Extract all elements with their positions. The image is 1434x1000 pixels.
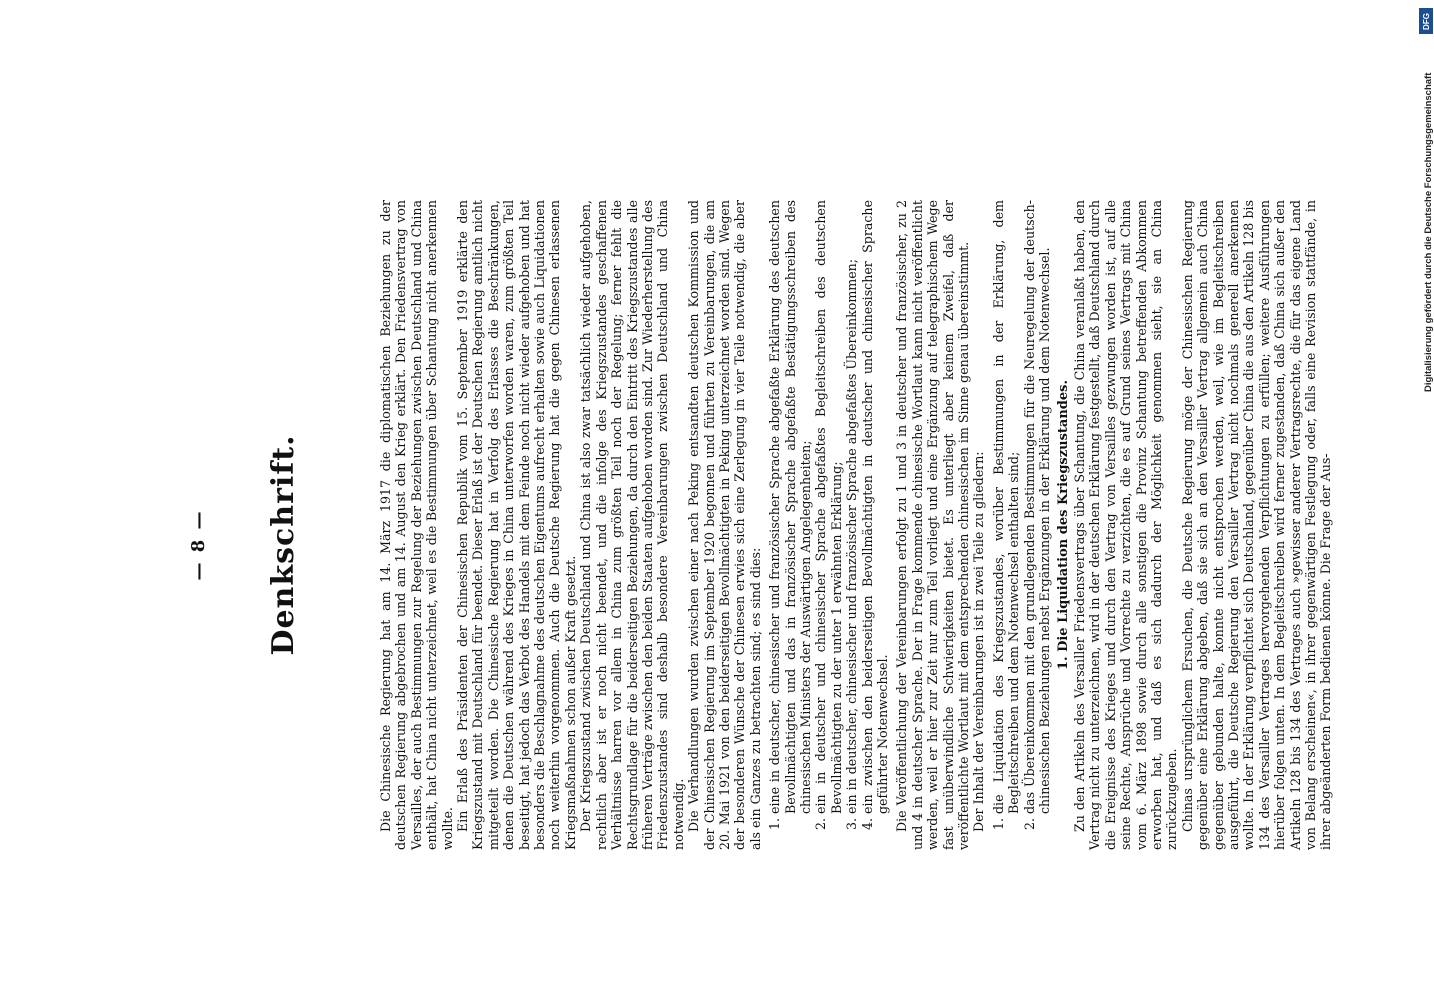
paragraph: Der Kriegszustand zwischen Deutschland und China ist also zwar tatsächlich wieder aufgehoben, rechtlich aber ist er noch nicht beendet, und die infolge des Kriegszustandes geschaffenen Verhältnisse harren vor allem in China zum größten Teil noch der Regelung; ferner fehlt die Rechtsgrundlage für die beiderseitigen Beziehungen, da durch den Eintritt des Kriegszustandes alle früheren Verträge zwischen den beiden Staaten aufgehoben worden sind. Zur Wiederherstellung des Friedenszustandes sind deshalb besondere Vereinbarungen zwischen Deutschland und China notwendig. [578, 200, 686, 850]
paragraph: Zu den Artikeln des Versailler Friedensvertrags über Schantung, die China veranlaßt haben, den Vertrag nicht zu unterzeichnen, wird in der deutschen Erklärung festgestellt, daß Deutschland durch die Ereignisse des Krieges und durch den Vertrag von Versailles gezwungen worden ist, auf alle seine Rechte, Ansprüche und Vorrechte zu verzichten, die es auf Grund seines Vertrags mit China vom 6. März 1898 sowie durch alle sonstigen die Provinz Schantung betreffenden Abkommen erworben hat, und daß es sich dadurch der Möglichkeit genommen sieht, sie an China zurückzugeben. [1071, 200, 1180, 850]
dfg-logo [1419, 8, 1433, 34]
paragraph: Die Chinesische Regierung hat am 14. März 1917 die diplomatischen Beziehungen zu der deutschen Regierung abgebrochen und am 14. August den Krieg erklärt. Den Friedensvertrag von Versailles, der auch Bestimmungen zur Regelung der Beziehungen zwischen Deutschland und China enthält, hat China nicht unterzeichnet, weil es die Bestimmungen über Schantung nicht anerkennen wollte. [378, 200, 455, 850]
list-item: 4. ein zwischen den beiderseitigen Bevollmächtigten in deutscher und chinesischer Sprache geführter Notenwechsel. [860, 200, 891, 814]
agreement-parts-list [767, 200, 890, 850]
list-item: 2. ein in deutscher und chinesischer Sprache abgefaßtes Begleitschreiben des deutschen Bevollmächtigten zu der unter 1 erwähnten Erklärung; [813, 200, 844, 814]
rotated-page [138, 150, 1334, 940]
paragraph: Chinas ursprünglichem Ersuchen, die Deutsche Regierung möge der Chinesischen Regierung gegenüber eine Erklärung abgeben, daß sie sich an den Versailler Vertrag allgemein auch China gegenüber gebunden halte, konnte nicht entsprochen werden, weil, wie im Begleitschreiben ausgeführt, die Deutsche Regierung den Versailler Vertrag nicht nochmals generell anerkennen wollte. In der Erklärung verpflichtet sich Deutschland, gegenüber China die aus den Artikeln 128 bis 134 des Versailler Vertrages hervorgehenden Verpflichtungen zu erfüllen; weitere Ausführungen hierüber folgen unten. In dem Begleitschreiben wird ferner zugestanden, daß China sich außer den Artikeln 128 bis 134 des Vertrages auch »gewisser anderer Vertragsrechte, die für das eigene Land von Belang erscheinen«, in ihrer gegenwärtigen Festlegung oder, falls eine Revision stattfände, in ihrer abgeänderten Form bedienen könne. Die Frage der Aus- [1179, 200, 1334, 850]
section-heading: 1. Die Liquidation des Kriegszustandes. [1056, 380, 1072, 670]
paragraph: Die Verhandlungen wurden zwischen einer nach Peking entsandten deutschen Kommission und der Chinesischen Regierung im September 1920 begonnen und führten zu Vereinbarungen, die am 20. Mai 1921 von den beiderseitigen Bevollmächtigten in Peking unterzeichnet worden sind. Wegen der besonderen Wünsche der Chinesen erwies sich eine Zerlegung in vier Teile notwendig, die aber als ein Ganzes zu betrachten sind; es sind dies: [686, 200, 763, 850]
document-title: Denkschrift. [266, 434, 301, 656]
document-body [378, 200, 1334, 850]
page-number: — 8 — [188, 509, 209, 581]
paragraph: Ein Erlaß des Präsidenten der Chinesischen Republik vom 15. September 1919 erklärte den Kriegszustand mit Deutschland für beendet. Dieser Erlaß ist der Deutschen Regierung amtlich nicht mitgeteilt worden. Die Chinesische Regierung hat in Verfolg des Erlasses die Beschränkungen, denen die Deutschen während des Krieges in China unterworfen worden waren, zum größten Teil beseitigt, hat jedoch das Verbot des Handels mit dem Feinde noch nicht wieder aufgehoben und hat besonders die Beschlagnahme des deutschen Eigentums aufrecht erhalten sowie auch Liquidationen noch weiterhin vorgenommen. Auch die Deutsche Regierung hat die gegen Chinesen erlassenen Kriegsmaßnahmen schon außer Kraft gesetzt. [455, 200, 578, 850]
dfg-logo-text: DFG [1421, 12, 1431, 30]
content-parts-list [991, 200, 1053, 850]
paragraph: Der Inhalt der Vereinbarungen ist in zwei Teile zu gliedern: [971, 451, 987, 832]
digitization-credit: Digitalisierung gefördert durch die Deutsche Forschungsgemeinschaft [1423, 72, 1434, 392]
page-content [138, 150, 1334, 940]
list-item: 1. die Liquidation des Kriegszustandes, worüber Bestimmungen in der Erklärung, dem Begleitschreiben und dem Notenwechsel enthalten sind; [991, 200, 1022, 814]
paragraph: Die Veröffentlichung der Vereinbarungen erfolgt zu 1 und 3 in deutscher und französischer, zu 2 und 4 in deutscher Sprache. Der in Frage kommende chinesische Wortlaut kann nicht veröffentlicht werden, weil er hier zur Zeit nur zum Teil vorliegt und eine Ergänzung auf telegraphischem Wege fast unüberwindliche Schwierigkeiten bietet. Es unterliegt aber keinem Zweifel, daß der veröffentlichte Wortlaut mit dem entsprechenden chinesischen im Sinne genau übereinstimmt. [894, 200, 972, 850]
list-item: 3. ein in deutscher, chinesischer und französischer Sprache abgefaßtes Übereinkommen; [844, 200, 859, 814]
list-item: 2. das Übereinkommen mit den grundlegenden Bestimmungen für die Neuregelung der deutsch-chinesischen Beziehungen nebst Ergänzungen in der Erklärung und dem Notenwechsel. [1022, 200, 1053, 814]
list-item: 1. eine in deutscher, chinesischer und französischer Sprache abgefaßte Erklärung des deutschen Bevollmächtigten und das in französischer Sprache abgefaßte Bestätigungsschreiben des chinesischen Ministers der Auswärtigen Angelegenheiten; [767, 200, 813, 814]
